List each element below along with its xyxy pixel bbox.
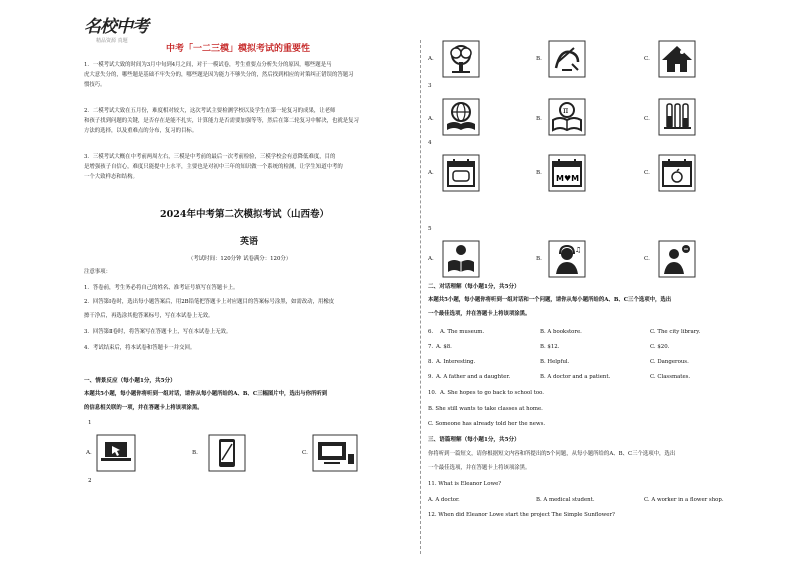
q7-option-c: C. $20. [650, 344, 670, 350]
q11-option-b: B. A medical student. [536, 497, 595, 503]
note-item: 2．回答第Ⅰ卷时，选出每小题答案后，用2B铅笔把答题卡上对应题目的答案标号涂黑，如需改动，用橡皮 [84, 299, 335, 305]
option-c-letter: C. [644, 256, 650, 262]
note-item: 3．回答第Ⅱ卷时，将答案写在答题卡上，写在本试卷上无效。 [84, 329, 232, 335]
section3-desc: 你将听到一篇短文，请你根据短文内容和所提出的5个问题，从每小题所给的A、B、C三个选项中，选出 [428, 451, 676, 457]
globe-book-icon [442, 98, 480, 136]
q9-option-a: A. A father and a daughter. [436, 374, 511, 380]
section3-desc: 一个最佳选项，并在答题卡上将该项涂黑。 [428, 465, 531, 471]
q9-option-c: C. Classmates. [650, 374, 691, 380]
q6-option-c: C. The city library. [650, 329, 701, 335]
test-tubes-icon [658, 98, 696, 136]
apple-calendar-icon [658, 154, 696, 192]
speaking-person-icon [658, 240, 696, 278]
reading-person-icon [442, 240, 480, 278]
option-b-letter: B. [536, 170, 542, 176]
tablet-icon [208, 434, 246, 472]
q12-stem: 12. When did Eleanor Lowe start the project The Simple Sunflower? [428, 512, 615, 518]
intro-line: 方法的选择，以及重难点的分布，复习的目标。 [84, 128, 198, 134]
logo-text: 名校中考 [84, 17, 148, 37]
calendar-icon [442, 154, 480, 192]
option-b-letter: B. [536, 116, 542, 122]
q11-stem: 11. What is Eleanor Lowe? [428, 481, 502, 487]
q10-option-b: B. She still wants to take classes at home. [428, 406, 543, 412]
option-a-letter: A. [86, 450, 92, 456]
house-icon [658, 40, 696, 78]
question-number: 4 [428, 140, 432, 146]
intro-line: 和孩子找到问题的关键，是否存在是能不扎实，计算能力是否需要加强等等，然后在第二轮复习中解决，也就是复习 [84, 118, 359, 124]
math-book-icon [548, 98, 586, 136]
option-b-letter: B. [536, 56, 542, 62]
option-a-letter: A. [428, 116, 434, 122]
mom-calendar-icon [548, 154, 586, 192]
section2-title: 二、对话理解（每小题1分，共5分） [428, 284, 520, 290]
q11-option-c: C. A worker in a flower shop. [644, 497, 724, 503]
option-b-letter: B. [536, 256, 542, 262]
q7-number: 7. [428, 344, 434, 350]
logo [84, 12, 166, 52]
intro-line: 虎大意失分的，哪些题是基础不牢失分的，哪些题是因为能力不够失分的，然后找到相应的对策纠正错误的答题习 [84, 72, 354, 78]
column-divider [420, 40, 421, 554]
q8-option-a: A. Interesting. [436, 359, 476, 365]
q8-number: 8. [428, 359, 434, 365]
weather-icon [548, 40, 586, 78]
tree-icon [442, 40, 480, 78]
q6-number: 6. [428, 329, 434, 335]
svg-text:π: π [563, 106, 569, 115]
question-number: 2 [88, 478, 92, 484]
q10-number: 10. [428, 390, 437, 396]
tv-icon [312, 434, 358, 472]
option-a-letter: A. [428, 170, 434, 176]
intro-line: 1．一模考试大致的时间为3月中旬到4月之间，对于一模试卷，考生重要点分析失分的原因，哪些题是马 [84, 62, 332, 68]
q7-option-a: A. $8. [436, 344, 452, 350]
note-item: 4．考试结束后，将本试卷和答题卡一并交回。 [84, 345, 196, 351]
exam-title: 2024年中考第二次模拟考试（山西卷） [160, 209, 329, 220]
section2-desc: 本题共5小题，每小题你将听到一组对话和一个问题，请你从每小题所给的A、B、C三个选项中，选出 [428, 297, 672, 303]
option-a-letter: A. [428, 56, 434, 62]
intro-text [84, 60, 414, 90]
note-item: 1．答卷前，考生务必将自己的姓名、准考证号填写在答题卡上。 [84, 285, 239, 291]
q6-option-a: A. The museum. [440, 329, 485, 335]
option-c-letter: C. [302, 450, 308, 456]
q10-option-a: A. She hopes to go back to school too. [440, 390, 545, 396]
laptop-icon [96, 434, 136, 472]
intro-line: 惯技巧。 [84, 82, 106, 88]
question-number: 5 [428, 226, 432, 232]
section1-desc: 本题共5小题，每小题你将听到一组对话，请你从每小题所给的A、B、C三幅图片中，选出与你所听到 [84, 391, 328, 397]
intro-text [84, 152, 414, 182]
q7-option-b: B. $12. [540, 344, 560, 350]
option-b-letter: B. [192, 450, 198, 456]
question-number: 3 [428, 83, 432, 89]
q11-option-a: A. A doctor. [428, 497, 460, 503]
intro-line: 是增强孩子自信心，难度只能提中上水平，主要也是对初中三年的知识做一个系统的检测，让学生知道中考的 [84, 164, 343, 170]
q9-number: 9. [428, 374, 434, 380]
q8-option-b: B. Helpful. [540, 359, 570, 365]
section3-title: 三、语篇理解（每小题1分，共5分） [428, 437, 520, 443]
intro-text [84, 106, 414, 136]
section2-desc: 一个最佳选项，并在答题卡上将该项涂黑。 [428, 311, 531, 317]
note-item: 擦干净后，再选涂其他答案标号，写在本试卷上无效。 [84, 313, 214, 319]
option-c-letter: C. [644, 56, 650, 62]
intro-line: 一个大致样态和结构。 [84, 174, 138, 180]
q6-option-b: B. A bookstore. [540, 329, 582, 335]
option-a-letter: A. [428, 256, 434, 262]
svg-text:♫: ♫ [575, 246, 582, 254]
subject-title: 英语 [240, 237, 259, 247]
music-person-icon [548, 240, 586, 278]
time-info: （考试时间：120分钟 试卷满分：120分） [188, 256, 292, 262]
q9-option-b: B. A doctor and a patient. [540, 374, 611, 380]
intro-line: 2．二模考试大致在五月份，难度相对较大，这次考试主要检测学校以及学生在第一轮复习的成果，让老师 [84, 108, 336, 114]
question-number: 1 [88, 420, 92, 426]
logo-subtitle: 精品资源 真题 [96, 38, 128, 44]
banner-title: 中考「一二三模」模拟考试的重要性 [166, 44, 311, 54]
svg-text:M♥M: M♥M [556, 174, 580, 183]
q8-option-c: C. Dangerous. [650, 359, 689, 365]
option-c-letter: C. [644, 170, 650, 176]
q10-option-c: C. Someone has already told her the news. [428, 421, 546, 427]
section1-desc: 的信息相关联的一项，并在答题卡上将该项涂黑。 [84, 405, 203, 411]
intro-line: 3．三模考试大概在中考前两周左右，三模是中考前的最后一次考前检验，三模学校会有意降低难度，目的 [84, 154, 336, 160]
notes-title: 注意事项： [84, 269, 111, 275]
option-c-letter: C. [644, 116, 650, 122]
section1-title: 一、情景反应（每小题1分，共5分） [84, 378, 176, 384]
